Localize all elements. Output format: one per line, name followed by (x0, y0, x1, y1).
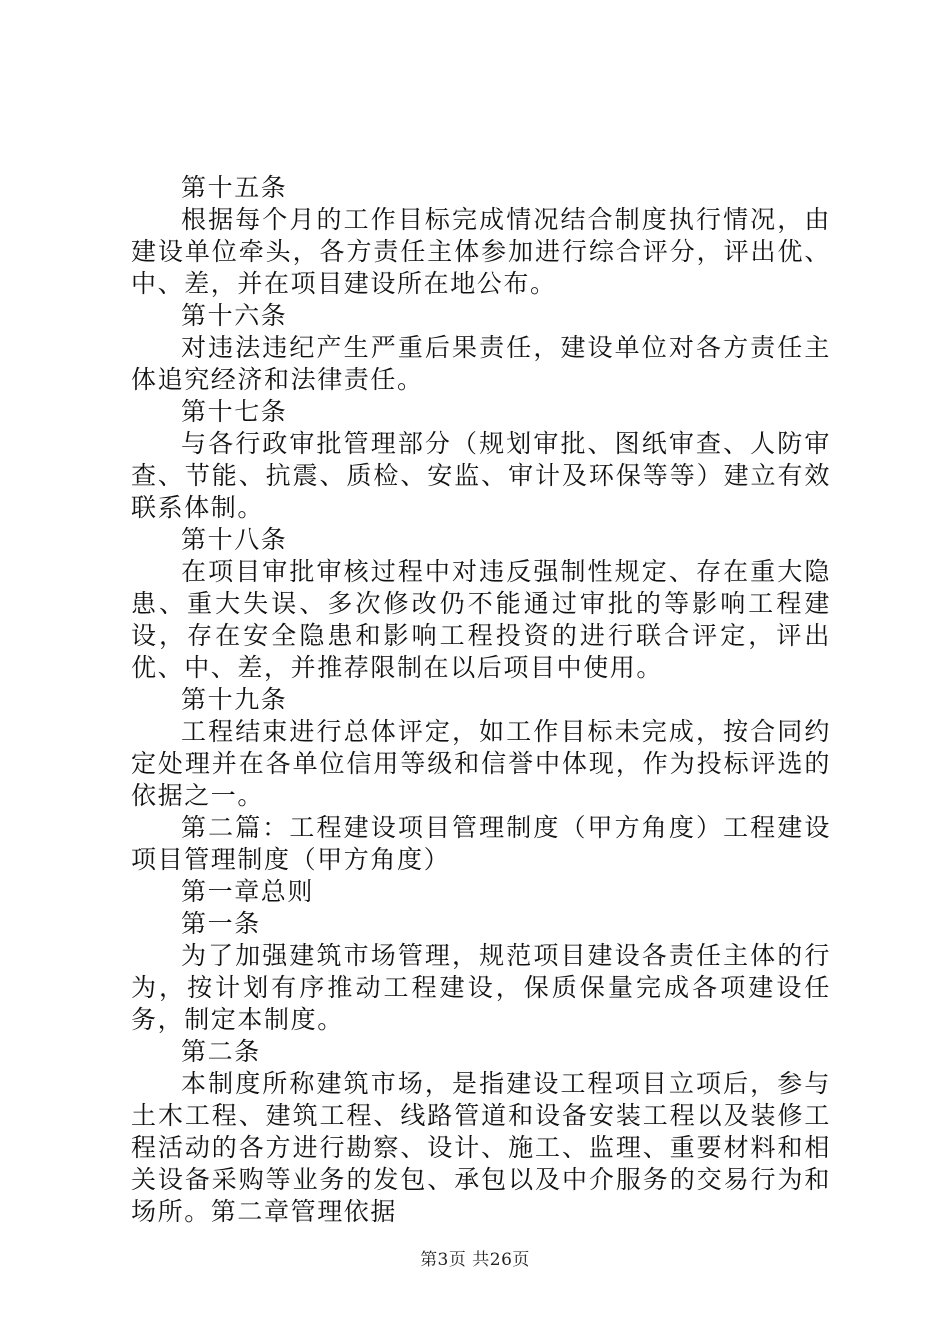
article-paragraph: 根据每个月的工作目标完成情况结合制度执行情况，由建设单位牵头，各方责任主体参加进行综合评分，评出优、中、差，并在项目建设所在地公布。 (131, 205, 831, 298)
part-title: 第二篇：工程建设项目管理制度（甲方角度）工程建设项目管理制度（甲方角度） (131, 813, 831, 874)
article-paragraph: 与各行政审批管理部分（规划审批、图纸审查、人防审查、节能、抗震、质检、安监、审计及环保等等）建立有效联系体制。 (131, 429, 831, 522)
article-heading: 第十九条 (181, 685, 288, 714)
article-paragraph: 工程结束进行总体评定，如工作目标未完成，按合同约定处理并在各单位信用等级和信誉中体现，作为投标评选的依据之一。 (131, 717, 831, 810)
article-heading: 第十七条 (181, 397, 288, 426)
chapter-heading: 第一章总则 (181, 877, 315, 906)
article-paragraph: 对违法违纪产生严重后果责任，建设单位对各方责任主体追究经济和法律责任。 (131, 333, 831, 394)
article-heading: 第一条 (181, 909, 261, 938)
article-heading: 第二条 (181, 1037, 261, 1066)
article-paragraph: 在项目审批审核过程中对违反强制性规定、存在重大隐患、重大失误、多次修改仍不能通过审批的等影响工程建设，存在安全隐患和影响工程投资的进行联合评定，评出优、中、差，并推荐限制在以后项目中使用。 (131, 557, 831, 682)
page-number-footer: 第3页 共26页 (420, 1250, 530, 1270)
article-paragraph: 为了加强建筑市场管理，规范项目建设各责任主体的行为，按计划有序推动工程建设，保质保量完成各项建设任务，制定本制度。 (131, 941, 831, 1034)
article-heading: 第十八条 (181, 525, 288, 554)
document-body (131, 172, 831, 1228)
article-heading: 第十六条 (181, 301, 288, 330)
article-paragraph: 本制度所称建筑市场，是指建设工程项目立项后，参与土木工程、建筑工程、线路管道和设备安装工程以及装修工程活动的各方进行勘察、设计、施工、监理、重要材料和相关设备采购等业务的发包、承包以及中介服务的交易行为和场所。第二章管理依据 (131, 1069, 831, 1226)
article-heading: 第十五条 (181, 173, 288, 202)
